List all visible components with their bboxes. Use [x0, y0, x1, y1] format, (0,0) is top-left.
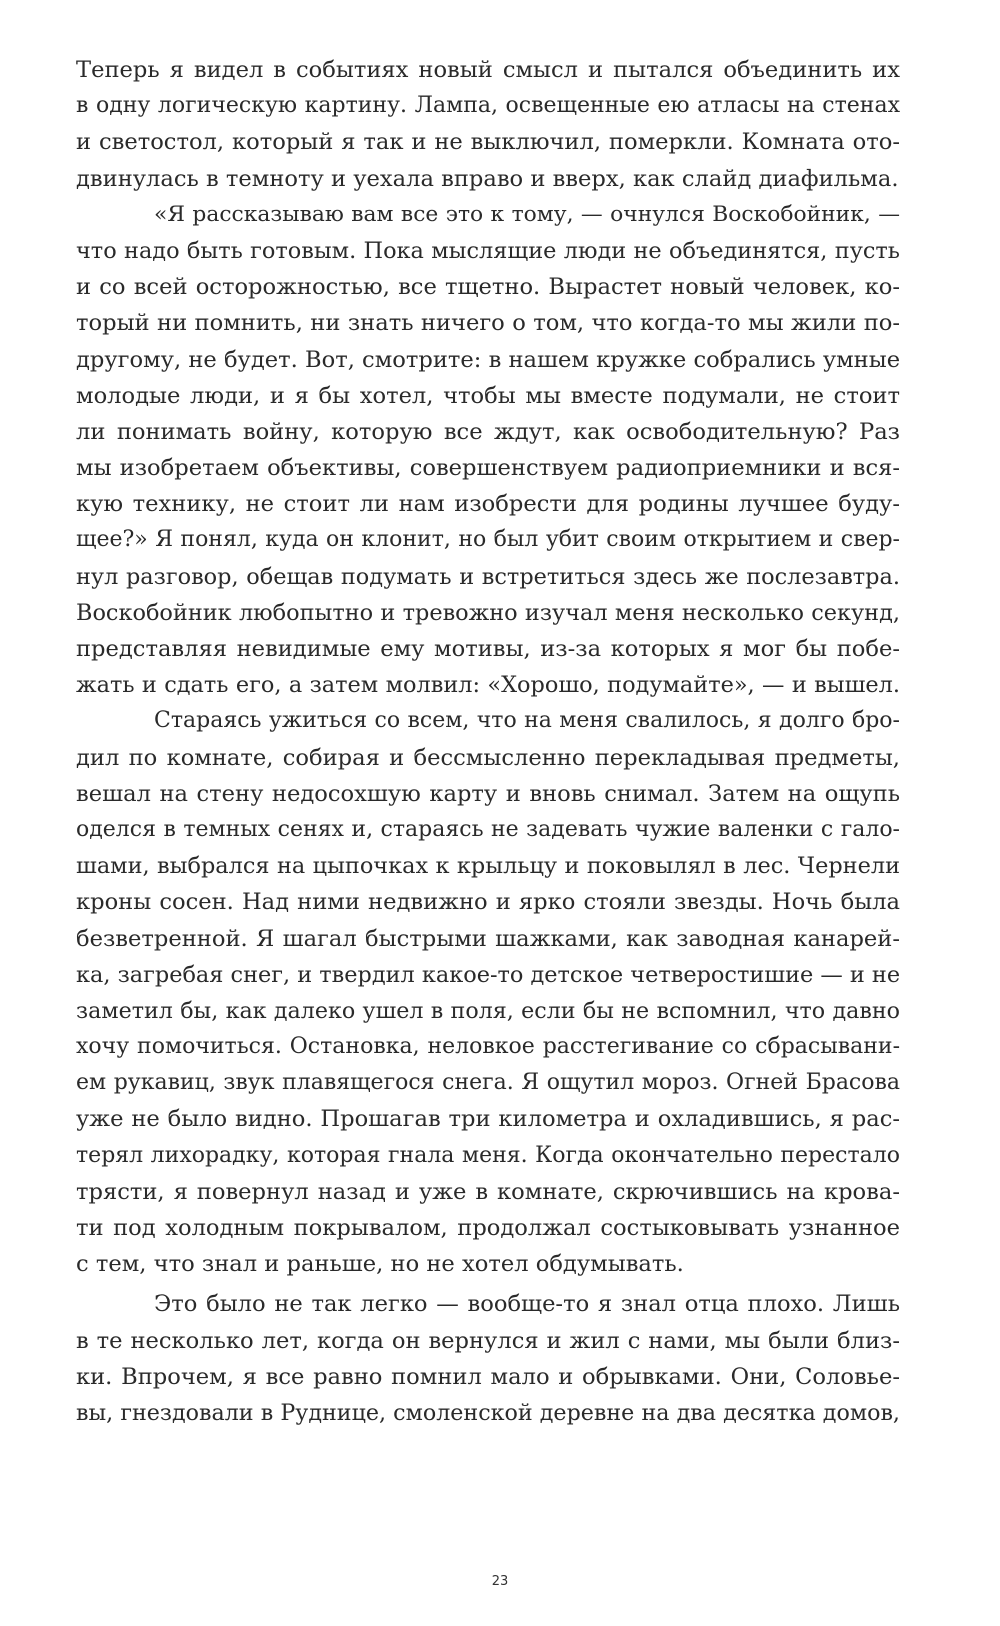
paragraph-1	[76, 52, 900, 197]
text-line: представляя невидимые ему мотивы, из-за которых я мог бы побе-	[76, 636, 900, 662]
text-line: в те несколько лет, когда он вернулся и жил с нами, мы были близ-	[76, 1327, 900, 1354]
text-line: безветренной. Я шагал быстрыми шажками, как заводная канарей-	[76, 925, 900, 952]
text-line: Воскобойник любопытно и тревожно изучал меня несколько секунд,	[76, 599, 900, 626]
text-line: шами, выбрался на цыпочках к крыльцу и поковылял в лес. Чернели	[76, 853, 900, 880]
body-text	[76, 52, 900, 1431]
text-line: кроны сосен. Над ними недвижно и ярко стояли звезды. Ночь была	[76, 889, 900, 916]
text-line: Стараясь ужиться со всем, что на меня свалилось, я долго бро-	[154, 708, 900, 734]
text-line: нул разговор, обещав подумать и встретиться здесь же послезавтра.	[76, 563, 900, 590]
text-line: жать и сдать его, а затем молвил: «Хорошо, подумайте», — и вышел.	[76, 672, 900, 699]
text-line: другому, не будет. Вот, смотрите: в нашем кружке собрались умные	[76, 346, 901, 373]
paragraph-3	[76, 703, 900, 1282]
text-line: ли понимать войну, которую все ждут, как освободительную? Раз	[76, 418, 900, 445]
text-line: оделся в темных сенях и, стараясь не задевать чужие валенки с гало-	[76, 816, 900, 842]
text-line: заметил бы, как далеко ушел в поля, если бы не вспомнил, что давно	[76, 997, 900, 1024]
text-line: Теперь я видел в событиях новый смысл и пытался объединить их	[76, 57, 900, 83]
text-line: Это было не так легко — вообще-то я знал отца плохо. Лишь	[154, 1291, 900, 1318]
text-line: щее?» Я понял, куда он клонит, но был убит своим открытием и свер-	[76, 527, 900, 553]
paragraph-2	[76, 197, 900, 704]
paragraph-4	[76, 1286, 900, 1431]
text-line: терял лихорадку, которая гнала меня. Когда окончательно перестало	[76, 1142, 900, 1168]
text-line: и со всей осторожностью, все тщетно. Вырастет новый человек, ко-	[76, 274, 900, 301]
text-line: с тем, что знал и раньше, но не хотел обдумывать.	[76, 1251, 684, 1278]
text-line: ки. Впрочем, я все равно помнил мало и обрывками. Они, Соловье-	[76, 1363, 900, 1390]
page-number: 23	[491, 1574, 509, 1589]
text-line: уже не было видно. Прошагав три километра и охладившись, я рас-	[76, 1106, 900, 1133]
text-line: мы изобретаем объективы, совершенствуем радиоприемники и вся-	[76, 455, 900, 482]
text-line: в одну логическую картину. Лампа, освещенные ею атласы на стенах	[76, 93, 900, 119]
text-line: ка, загребая снег, и твердил какое-то детское четверостишие — и не	[76, 961, 901, 988]
text-line: трясти, я повернул назад и уже в комнате, скрючившись на крова-	[76, 1178, 900, 1205]
text-line: торый ни помнить, ни знать ничего о том, что когда-то мы жили по-	[76, 310, 900, 337]
text-line: дил по комнате, собирая и бессмысленно перекладывая предметы,	[76, 744, 900, 771]
text-line: вешал на стену недосохшую карту и вновь снимал. Затем на ощупь	[76, 780, 900, 807]
text-line: ем рукавиц, звук плавящегося снега. Я ощутил мороз. Огней Брасова	[76, 1070, 900, 1096]
text-line: хочу помочиться. Остановка, неловкое расстегивание со сбрасывани-	[76, 1034, 900, 1060]
text-line: кую технику, не стоит ли нам изобрести для родины лучшее буду-	[76, 491, 900, 518]
text-line: что надо быть готовым. Пока мыслящие люди не объединятся, пусть	[76, 237, 900, 264]
text-line: двинулась в темноту и уехала вправо и вверх, как слайд диафильма.	[76, 165, 899, 192]
text-line: вы, гнездовали в Руднице, смоленской деревне на два десятка домов,	[76, 1399, 900, 1426]
text-line: молодые люди, и я бы хотел, чтобы мы вместе подумали, не стоит	[76, 382, 900, 409]
text-line: ти под холодным покрывалом, продолжал состыковывать узнанное	[76, 1215, 900, 1241]
text-line: и светостол, который я так и не выключил, померкли. Комната ото-	[76, 129, 900, 156]
text-line: «Я рассказываю вам все это к тому, — очнулся Воскобойник, —	[154, 201, 900, 227]
